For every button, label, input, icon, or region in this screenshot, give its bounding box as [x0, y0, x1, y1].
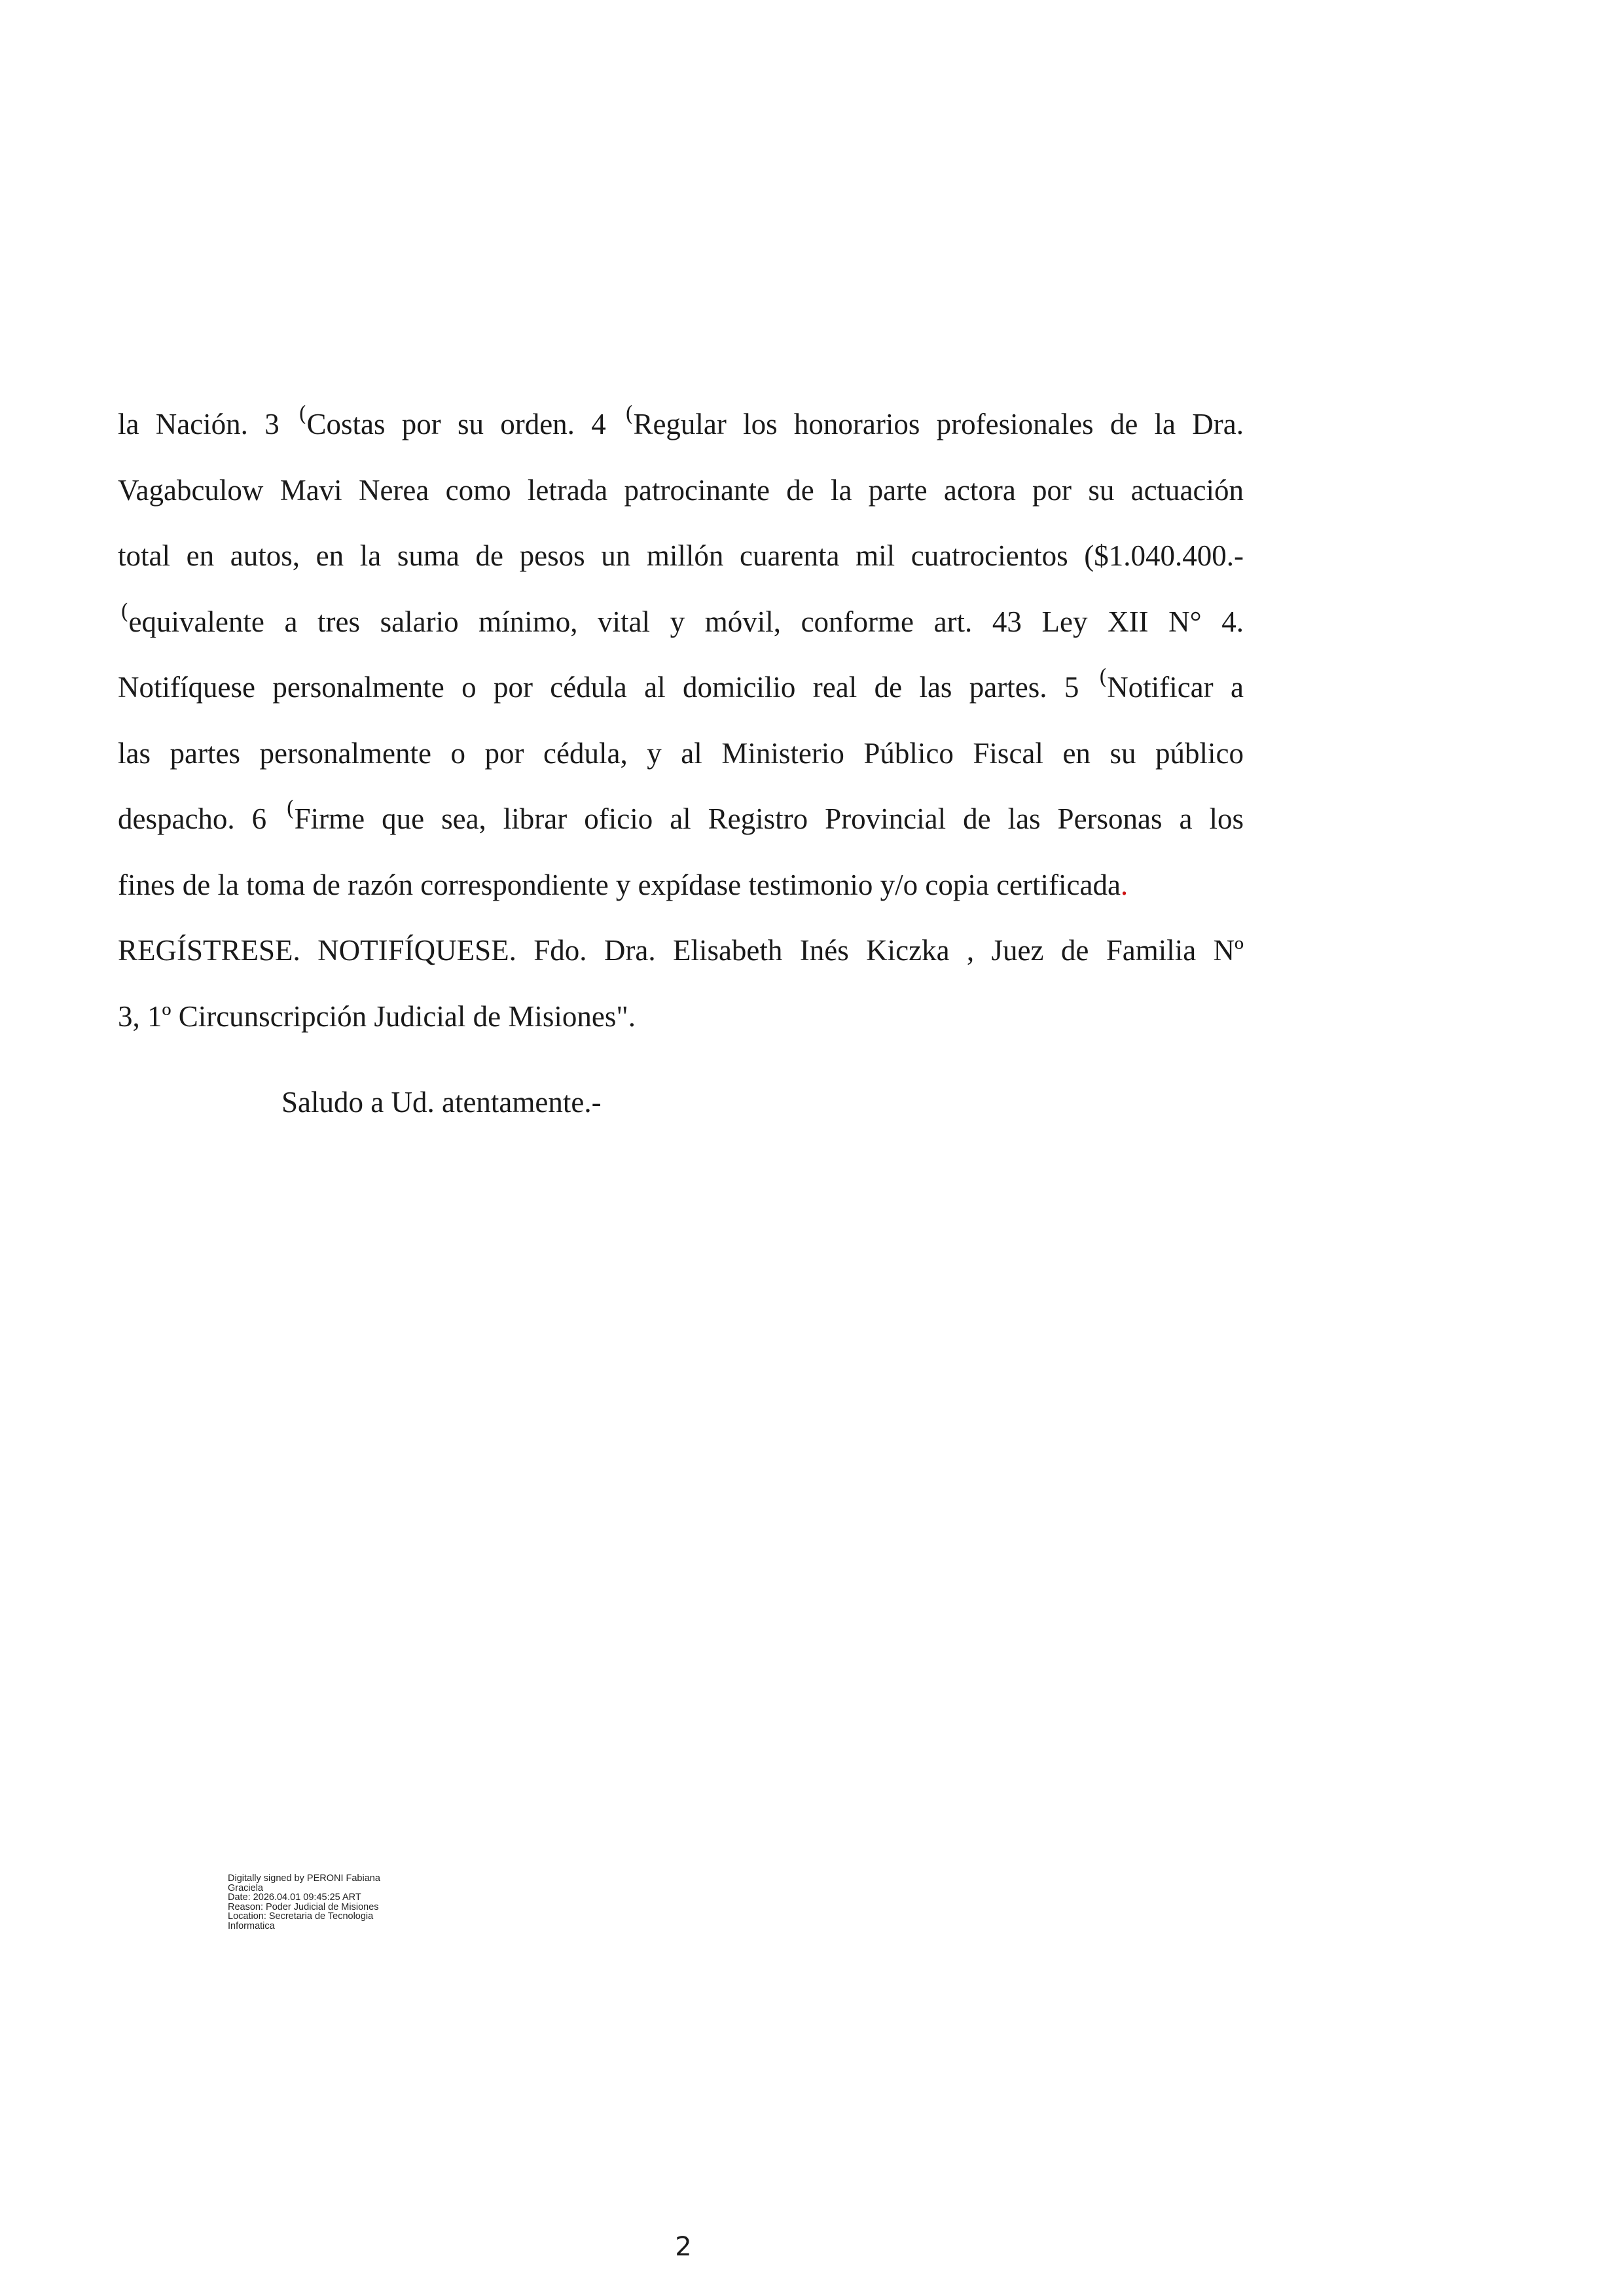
- body-text-segment: despacho. 6: [118, 802, 284, 835]
- body-text-segment: las partes personalmente o por cédula, y al Ministerio Público Fiscal en su público: [118, 736, 1244, 770]
- body-line-10: [118, 984, 1244, 1050]
- body-text-segment: la Nación. 3: [118, 408, 296, 440]
- body-line-5: [118, 655, 1244, 721]
- signature-line: Reason: Poder Judicial de Misiones: [228, 1901, 379, 1912]
- body-text-segment: 3, 1º Circunscripción Judicial de Misiones".: [118, 999, 636, 1033]
- body-line-3: [118, 523, 1244, 589]
- open-paren-mark: (: [1098, 664, 1108, 689]
- page-number: 2: [675, 2232, 692, 2262]
- body-text-segment: Notifíquese personalmente o por cédula al domicilio real de las partes. 5: [118, 671, 1096, 704]
- body-text-segment: Firme que sea, librar oficio al Registro Provincial de las Personas a los: [294, 802, 1244, 835]
- body-text-segment: REGÍSTRESE. NOTIFÍQUESE. Fdo. Dra. Elisabeth Inés Kiczka , Juez de Familia Nº: [118, 934, 1244, 967]
- open-paren-mark: (: [120, 598, 129, 624]
- signature-line: Location: Secretaria de Tecnologia: [228, 1911, 374, 1922]
- signature-line: Date: 2026.04.01 09:45:25 ART: [228, 1892, 361, 1903]
- closing-salutation: Saludo a Ud. atentamente.-: [281, 1086, 602, 1119]
- body-line-6: [118, 721, 1244, 787]
- body-line-1: [118, 391, 1244, 457]
- signature-line: Digitally signed by PERONI Fabiana: [228, 1873, 380, 1884]
- body-text-segment: equivalente a tres salario mínimo, vital y móvil, conforme art. 43 Ley XII N° 4.: [128, 605, 1244, 638]
- body-text-segment: fines de la toma de razón correspondiente y expídase testimonio y/o copia certificada: [118, 868, 1121, 901]
- body-text-segment: Regular los honorarios profesionales de la Dra.: [633, 408, 1244, 440]
- open-paren-mark: (: [286, 796, 295, 821]
- signature-line: Informatica: [228, 1920, 275, 1931]
- highlighted-period: .: [1120, 868, 1128, 901]
- open-paren-mark: (: [298, 401, 307, 426]
- body-line-9: [118, 918, 1244, 984]
- body-text-segment: Vagabculow Mavi Nerea como letrada patrocinante de la parte actora por su actuación: [118, 473, 1244, 507]
- body-line-7: [118, 786, 1244, 852]
- document-body: [118, 391, 1244, 1049]
- signature-line: Graciela: [228, 1882, 263, 1893]
- body-text-segment: Costas por su orden. 4: [306, 408, 623, 440]
- digital-signature-block: [228, 1874, 424, 1931]
- body-line-8: [118, 852, 1244, 918]
- body-text-segment: total en autos, en la suma de pesos un millón cuarenta mil cuatrocientos ($1.040.400.-: [118, 539, 1244, 572]
- open-paren-mark: (: [624, 401, 634, 426]
- body-line-2: [118, 457, 1244, 524]
- body-text-segment: Notificar a: [1107, 671, 1244, 704]
- body-line-4: [118, 589, 1244, 655]
